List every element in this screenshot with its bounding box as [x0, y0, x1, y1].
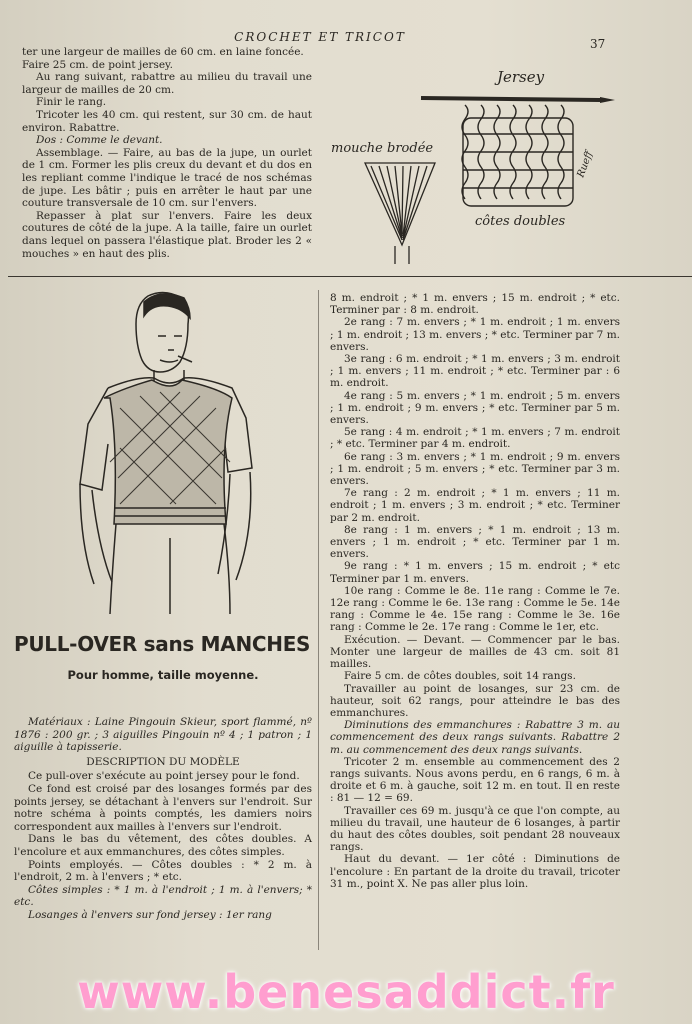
paragraph: Travailler ces 69 m. jusqu'à ce que l'on compte, au milieu du travail, une hauteur de 6 losanges, à partir du haut des côtes doubles, soit pendant 28 nouveaux rangs.	[330, 804, 620, 854]
left-sleeve	[80, 388, 108, 490]
paragraph: Ce pull-over s'exécute au point jersey pour le fond.	[28, 770, 300, 783]
paragraph: Diminutions des emmanchures : Rabattre 3 m. au commencement des deux rangs suivants. Rabattre 2 m. au commencement des deux rangs suivants.	[330, 719, 620, 756]
mouche-brodee-drawing	[365, 163, 435, 264]
article-title: PULL-OVER sans MANCHES	[14, 632, 311, 656]
knitting-needle	[421, 98, 600, 100]
paragraph: Haut du devant. — 1er côté : Diminutions de l'encolure : En partant de la droite du travail, tricoter 31 m., point X. Ne pas aller plus loin.	[330, 853, 620, 890]
right-column	[330, 292, 620, 890]
artist-signature: Rueff	[575, 149, 596, 180]
paragraph: 9e rang : * 1 m. envers ; 15 m. endroit ; * etc Terminer par 1 m. envers.	[330, 560, 620, 585]
column-divider	[318, 290, 319, 950]
jersey-swatch	[462, 105, 573, 206]
running-header: CROCHET ET TRICOT	[234, 30, 406, 44]
left-column	[14, 716, 312, 922]
top-left-text	[22, 46, 312, 260]
paragraph: 6e rang : 3 m. envers ; * 1 m. endroit ; 9 m. envers ; 1 m. endroit ; 5 m. envers ; * etc. Terminer par 3 m. envers.	[330, 450, 620, 488]
materials: Matériaux : Laine Pingouin Skieur, sport flammé, nº 1876 : 200 gr. ; 3 aiguilles Pingouin nº 4 ; 1 patron ; 1 aiguille à tapisserie.	[14, 716, 312, 754]
mouche-label: mouche brodée	[331, 141, 434, 156]
paragraph: Côtes simples : * 1 m. à l'endroit ; 1 m. à l'envers; * etc.	[14, 883, 312, 909]
pullover-illustration	[60, 288, 270, 618]
watermark-url[interactable]: www.benesaddict.fr	[77, 965, 615, 1019]
paragraph: Tricoter 2 m. ensemble au commencement des 2 rangs suivants. Nous avons perdu, en 6 rangs, 6 m. à droite et 6 m. à gauche, soit 12 m. en tout. Il en reste : 81 — 12 = 69.	[330, 755, 620, 805]
paragraph: Faire 5 cm. de côtes doubles, soit 14 rangs.	[344, 670, 576, 683]
paragraph: 3e rang : 6 m. endroit ; * 1 m. envers ; 3 m. endroit ; 1 m. envers ; 11 m. endroit ; * etc. Terminer par : 6 m. endroit.	[330, 353, 620, 390]
jersey-label: Jersey	[497, 68, 545, 86]
paragraph: Dans le bas du vêtement, des côtes doubles. A l'encolure et aux emmanchures, des côtes simples.	[14, 833, 312, 858]
paragraph: Tricoter les 40 cm. qui restent, sur 30 cm. de haut environ. Rabattre.	[22, 108, 312, 134]
paragraph: Assemblage. — Faire, au bas de la jupe, un ourlet de 1 cm. Former les plis creux du devant et du dos en les repliant comme l'indique le tracé de nos schémas de jupe. Les bâtir ; puis en arrêter le haut par une couture transversale de 10 cm. sur l'envers.	[22, 146, 312, 210]
article-subtitle: Pour homme, taille moyenne.	[67, 668, 259, 682]
left-arm	[80, 484, 112, 584]
paragraph: Exécution. — Devant. — Commencer par le bas. Monter une largeur de mailles de 43 cm. soit 81 mailles.	[330, 633, 620, 671]
paragraph: ter une largeur de mailles de 60 cm. en laine foncée.	[22, 46, 304, 58]
paragraph: 10e rang : Comme le 8e. 11e rang : Comme le 7e. 12e rang : Comme le 6e. 13e rang : Comme le 5e. 14e rang : Comme le 4e. 15e rang : Comme le 3e. 16e rang : Comme le 2e. 17e rang : Comme le 1er, etc.	[330, 584, 620, 634]
stitch-diagrams	[325, 60, 625, 270]
paragraph: Repasser à plat sur l'envers. Faire les deux coutures de côté de la jupe. A la taille, faire un ourlet dans lequel on passera l'élastique plat. Broder les 2 « mouches » en haut des plis.	[22, 209, 312, 260]
paragraph: Points employés. — Côtes doubles : * 2 m. à l'endroit, 2 m. à l'envers ; * etc.	[14, 858, 312, 884]
section-divider	[8, 276, 692, 277]
paragraph: Finir le rang.	[36, 96, 107, 109]
paragraph: 2e rang : 7 m. envers ; * 1 m. endroit ; 1 m. envers ; 1 m. endroit ; 13 m. envers ; * etc. Terminer par 7 m. envers.	[330, 316, 620, 353]
paragraph: Travailler au point de losanges, sur 23 cm. de hauteur, soit 62 rangs, pour atteindre le bas des emmanchures.	[330, 682, 620, 719]
paragraph: 7e rang : 2 m. endroit ; * 1 m. envers ; 11 m. endroit ; 1 m. envers ; 3 m. endroit ; * etc. Terminer par 2 m. endroit.	[330, 487, 620, 524]
paragraph: Losanges à l'envers sur fond jersey : 1er rang	[28, 908, 272, 921]
paragraph: Ce fond est croisé par des losanges formés par des points jersey, se détachant à l'envers sur l'endroit. Sur notre schéma à points comptés, les damiers noirs correspondent aux mailles à l'envers sur l'endroit.	[14, 782, 312, 833]
paragraph: 8 m. endroit ; * 1 m. envers ; 15 m. endroit ; * etc. Terminer par : 8 m. endroit.	[330, 292, 620, 317]
paragraph: 5e rang : 4 m. endroit ; * 1 m. envers ; 7 m. endroit ; * etc. Terminer par 4 m. endroit.	[330, 426, 620, 451]
paragraph: Faire 25 cm. de point jersey.	[22, 58, 173, 71]
paragraph: Dos : Comme le devant.	[36, 134, 163, 147]
cotes-label: côtes doubles	[475, 214, 566, 229]
paragraph: 8e rang : 1 m. envers ; * 1 m. endroit ; 13 m. envers ; 1 m. endroit ; * etc. Terminer par 1 m. envers.	[330, 523, 620, 561]
paragraph: 4e rang : 5 m. envers ; * 1 m. endroit ; 5 m. envers ; 1 m. endroit ; 9 m. envers ; * etc. Terminer par 5 m. envers.	[330, 389, 620, 427]
needle-tip	[600, 97, 615, 103]
pullover-body	[104, 380, 232, 524]
page-number: 37	[590, 37, 606, 51]
paragraph: Au rang suivant, rabattre au milieu du travail une largeur de mailles de 20 cm.	[22, 71, 312, 96]
trousers	[110, 524, 230, 614]
section-heading: DESCRIPTION DU MODÈLE	[86, 755, 240, 768]
